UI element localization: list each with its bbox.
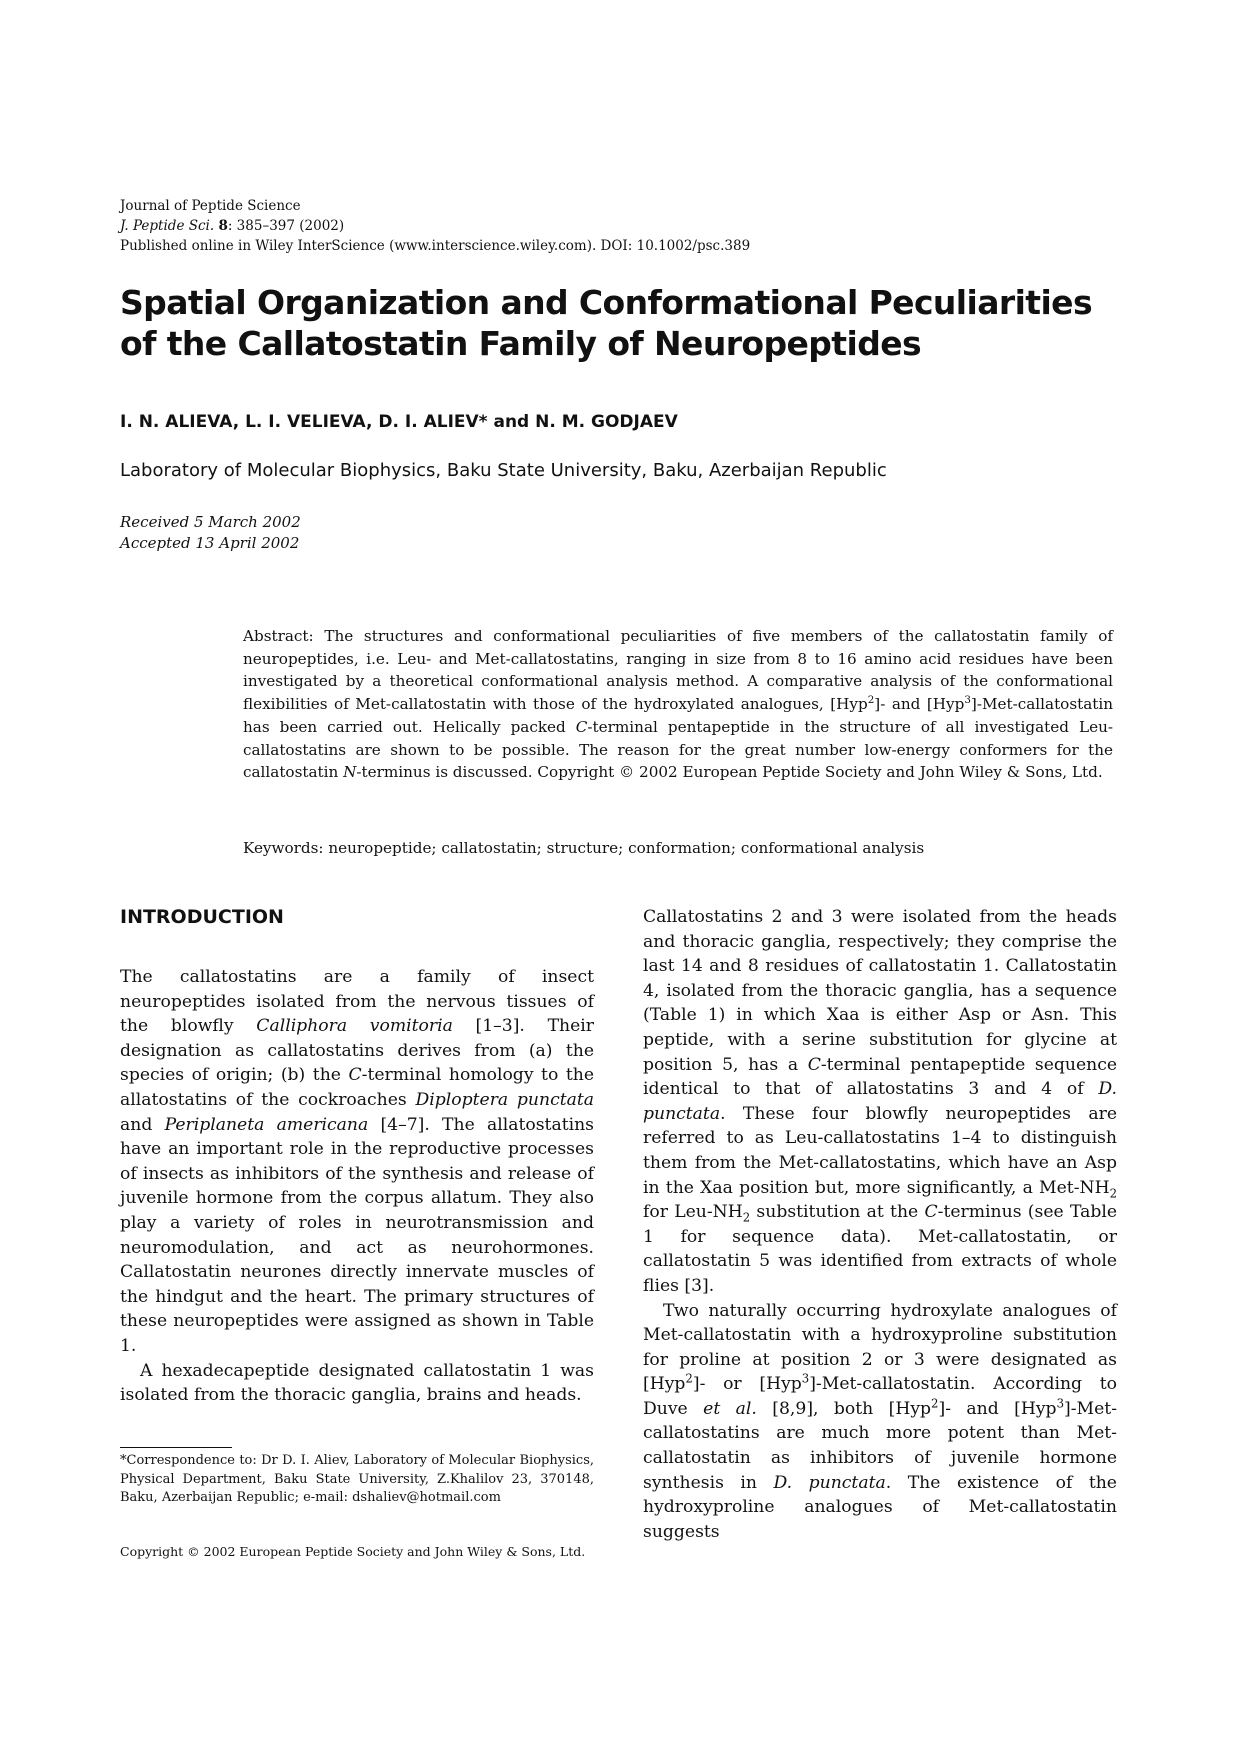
abstract-text: ]-Met-callatostatin has been carried out. Helically packed <box>243 695 1114 736</box>
superscript: 2 <box>867 694 875 707</box>
paragraph <box>120 965 594 1359</box>
text: . These four blowfly neuropeptides are referred to as Leu-callatostatins 1–4 to distinguish them from the Met-callatostatins, which have an Asp in the Xaa position but, more significantly, a Met-NH <box>643 1103 1117 1198</box>
superscript: 3 <box>1056 1396 1064 1411</box>
authors: I. N. ALIEVA, L. I. VELIEVA, D. I. ALIEV* and N. M. GODJAEV <box>120 412 678 432</box>
abstract-text: ]- and [Hyp <box>874 695 965 714</box>
text: substitution at the <box>750 1202 925 1223</box>
paragraph: A hexadecapeptide designated callatostatin 1 was isolated from the thoracic ganglia, brains and heads. <box>120 1360 594 1406</box>
italic-text: N <box>343 763 357 782</box>
italic-text: Diploptera punctata <box>415 1089 595 1110</box>
dates <box>120 512 301 554</box>
text: -terminus (see Table 1 for sequence data). Met-callatostatin, or callatostatin 5 was identified from extracts of whole flies [3]. <box>643 1202 1117 1296</box>
text: and <box>120 1114 165 1135</box>
text: [8,9], both [Hyp <box>756 1398 932 1419</box>
italic-text: D. punctata <box>643 1079 1117 1124</box>
title-line-2: of the Callatostatin Family of Neuropeptides <box>120 324 922 363</box>
keywords: Keywords: neuropeptide; callatostatin; structure; conformation; conformational analysis <box>243 839 925 857</box>
text: The callatostatins are a family of insect neuropeptides isolated from the nervous tissues of the blowfly <box>120 967 594 1037</box>
text: -terminal pentapeptide sequence identical to that of allatostatins 3 and 4 of <box>643 1054 1118 1100</box>
journal-name: Journal of Peptide Science <box>120 198 301 214</box>
abstract-text: -terminal pentapeptide in the structure of all investigated Leu-callatostatins are shown to be possible. The reason for the great number low-energy conformers for the callatostatin <box>243 717 1114 782</box>
abstract-text: -terminus is discussed. Copyright © 2002 European Peptide Society and John Wiley & Sons, Ltd. <box>356 763 1103 782</box>
text: -terminal homology to the allatostatins of the cockroaches <box>120 1065 595 1110</box>
italic-text: C <box>807 1054 821 1075</box>
superscript: 3 <box>964 694 971 707</box>
received-date: Received 5 March 2002 <box>120 513 301 531</box>
footnote-rule <box>120 1447 232 1448</box>
text: Callatostatins 2 and 3 were isolated from the heads and thoracic ganglia, respectively; they comprise the last 14 and 8 residues of callatostatin 1. Callatostatin 4, isolated from the thoracic ganglia, has a sequence (Table 1) in which Xaa is either Asp or Asn. This peptide, with a serine substitution for glycine at position 5, has a <box>643 907 1117 1075</box>
text: ]-Met-callatostatins are much more potent than Met-callatostatin as inhibitors of juvenile hormone synthesis in <box>643 1398 1117 1493</box>
abstract-text: Abstract: The structures and conformational peculiarities of five members of the callatostatin family of neuropeptides, i.e. Leu- and Met-callatostatins, ranging in size from 8 to 16 amino acid residues have been investigated by a theoretical conformational analysis method. A comparative analysis of the conformational flexibilities of Met-callatostatin with those of the hydroxylated analogues, [Hyp <box>243 627 1113 714</box>
footnote: *Correspondence to: Dr D. I. Aliev, Laboratory of Molecular Biophysics, Physical Department, Baku State University, Z.Khalilov 23, 370148, Baku, Azerbaijan Republic; e-mail: dshaliev@hotmail.com <box>120 1453 594 1505</box>
italic-text: D. punctata <box>773 1472 886 1493</box>
subscript: 2 <box>742 1210 751 1225</box>
italic-text: C <box>924 1202 938 1223</box>
italic-text: Calliphora vomitoria <box>256 1016 453 1037</box>
paper-title <box>120 282 1120 364</box>
section-heading-introduction: INTRODUCTION <box>120 906 284 928</box>
paragraph <box>643 1299 1117 1545</box>
text: [1–3]. Their designation as callatostatins derives from (a) the species of origin; (b) the <box>120 1016 595 1086</box>
italic-text: C <box>575 717 588 736</box>
text: [4–7]. The allatostatins have an important role in the reproductive processes of insects as inhibitors of the synthesis and release of juvenile hormone from the corpus allatum. They also play a variety of roles in neurotransmission and neuromodulation, and act as neurohormones. Callatostatin neurones directly innervate muscles of the hindgut and the heart. The primary structures of these neuropeptides were assigned as shown in Table 1. <box>120 1114 594 1356</box>
italic-text: C <box>348 1065 362 1086</box>
text: . The existence of the hydroxyproline analogues of Met-callatostatin suggests <box>643 1472 1117 1542</box>
published-online: Published online in Wiley InterScience (www.interscience.wiley.com). DOI: 10.1002/psc.389 <box>120 238 751 254</box>
superscript: 3 <box>801 1371 810 1386</box>
left-column <box>120 965 594 1408</box>
journal-header <box>120 196 750 256</box>
title-line-1: Spatial Organization and Conformational Peculiarities <box>120 283 1092 322</box>
text: ]- or [Hyp <box>692 1374 802 1395</box>
citation-volume: 8 <box>218 218 228 234</box>
accepted-date: Accepted 13 April 2002 <box>120 534 300 552</box>
subscript: 2 <box>1109 1185 1117 1200</box>
italic-text: et al. <box>703 1398 757 1419</box>
citation-pages-year: : 385–397 (2002) <box>227 218 345 234</box>
superscript: 2 <box>685 1371 693 1386</box>
affiliation: Laboratory of Molecular Biophysics, Baku State University, Baku, Azerbaijan Republic <box>120 460 887 481</box>
text: Two naturally occurring hydroxylate analogues of Met-callatostatin with a hydroxyproline substitution for proline at position 2 or 3 were designated as [Hyp <box>643 1300 1117 1395</box>
superscript: 2 <box>931 1396 939 1411</box>
paragraph <box>643 905 1117 1299</box>
text: for Leu-NH <box>643 1202 743 1223</box>
italic-text: Periplaneta americana <box>164 1114 369 1135</box>
text: ]-Met-callatostatin. According to Duve <box>643 1374 1117 1419</box>
abstract <box>243 625 1113 784</box>
citation-abbrev: J. Peptide Sci. <box>120 218 215 234</box>
copyright: Copyright © 2002 European Peptide Society and John Wiley & Sons, Ltd. <box>120 1544 586 1559</box>
text: ]- and [Hyp <box>938 1398 1057 1419</box>
right-column <box>643 905 1117 1544</box>
journal-citation <box>120 216 750 236</box>
